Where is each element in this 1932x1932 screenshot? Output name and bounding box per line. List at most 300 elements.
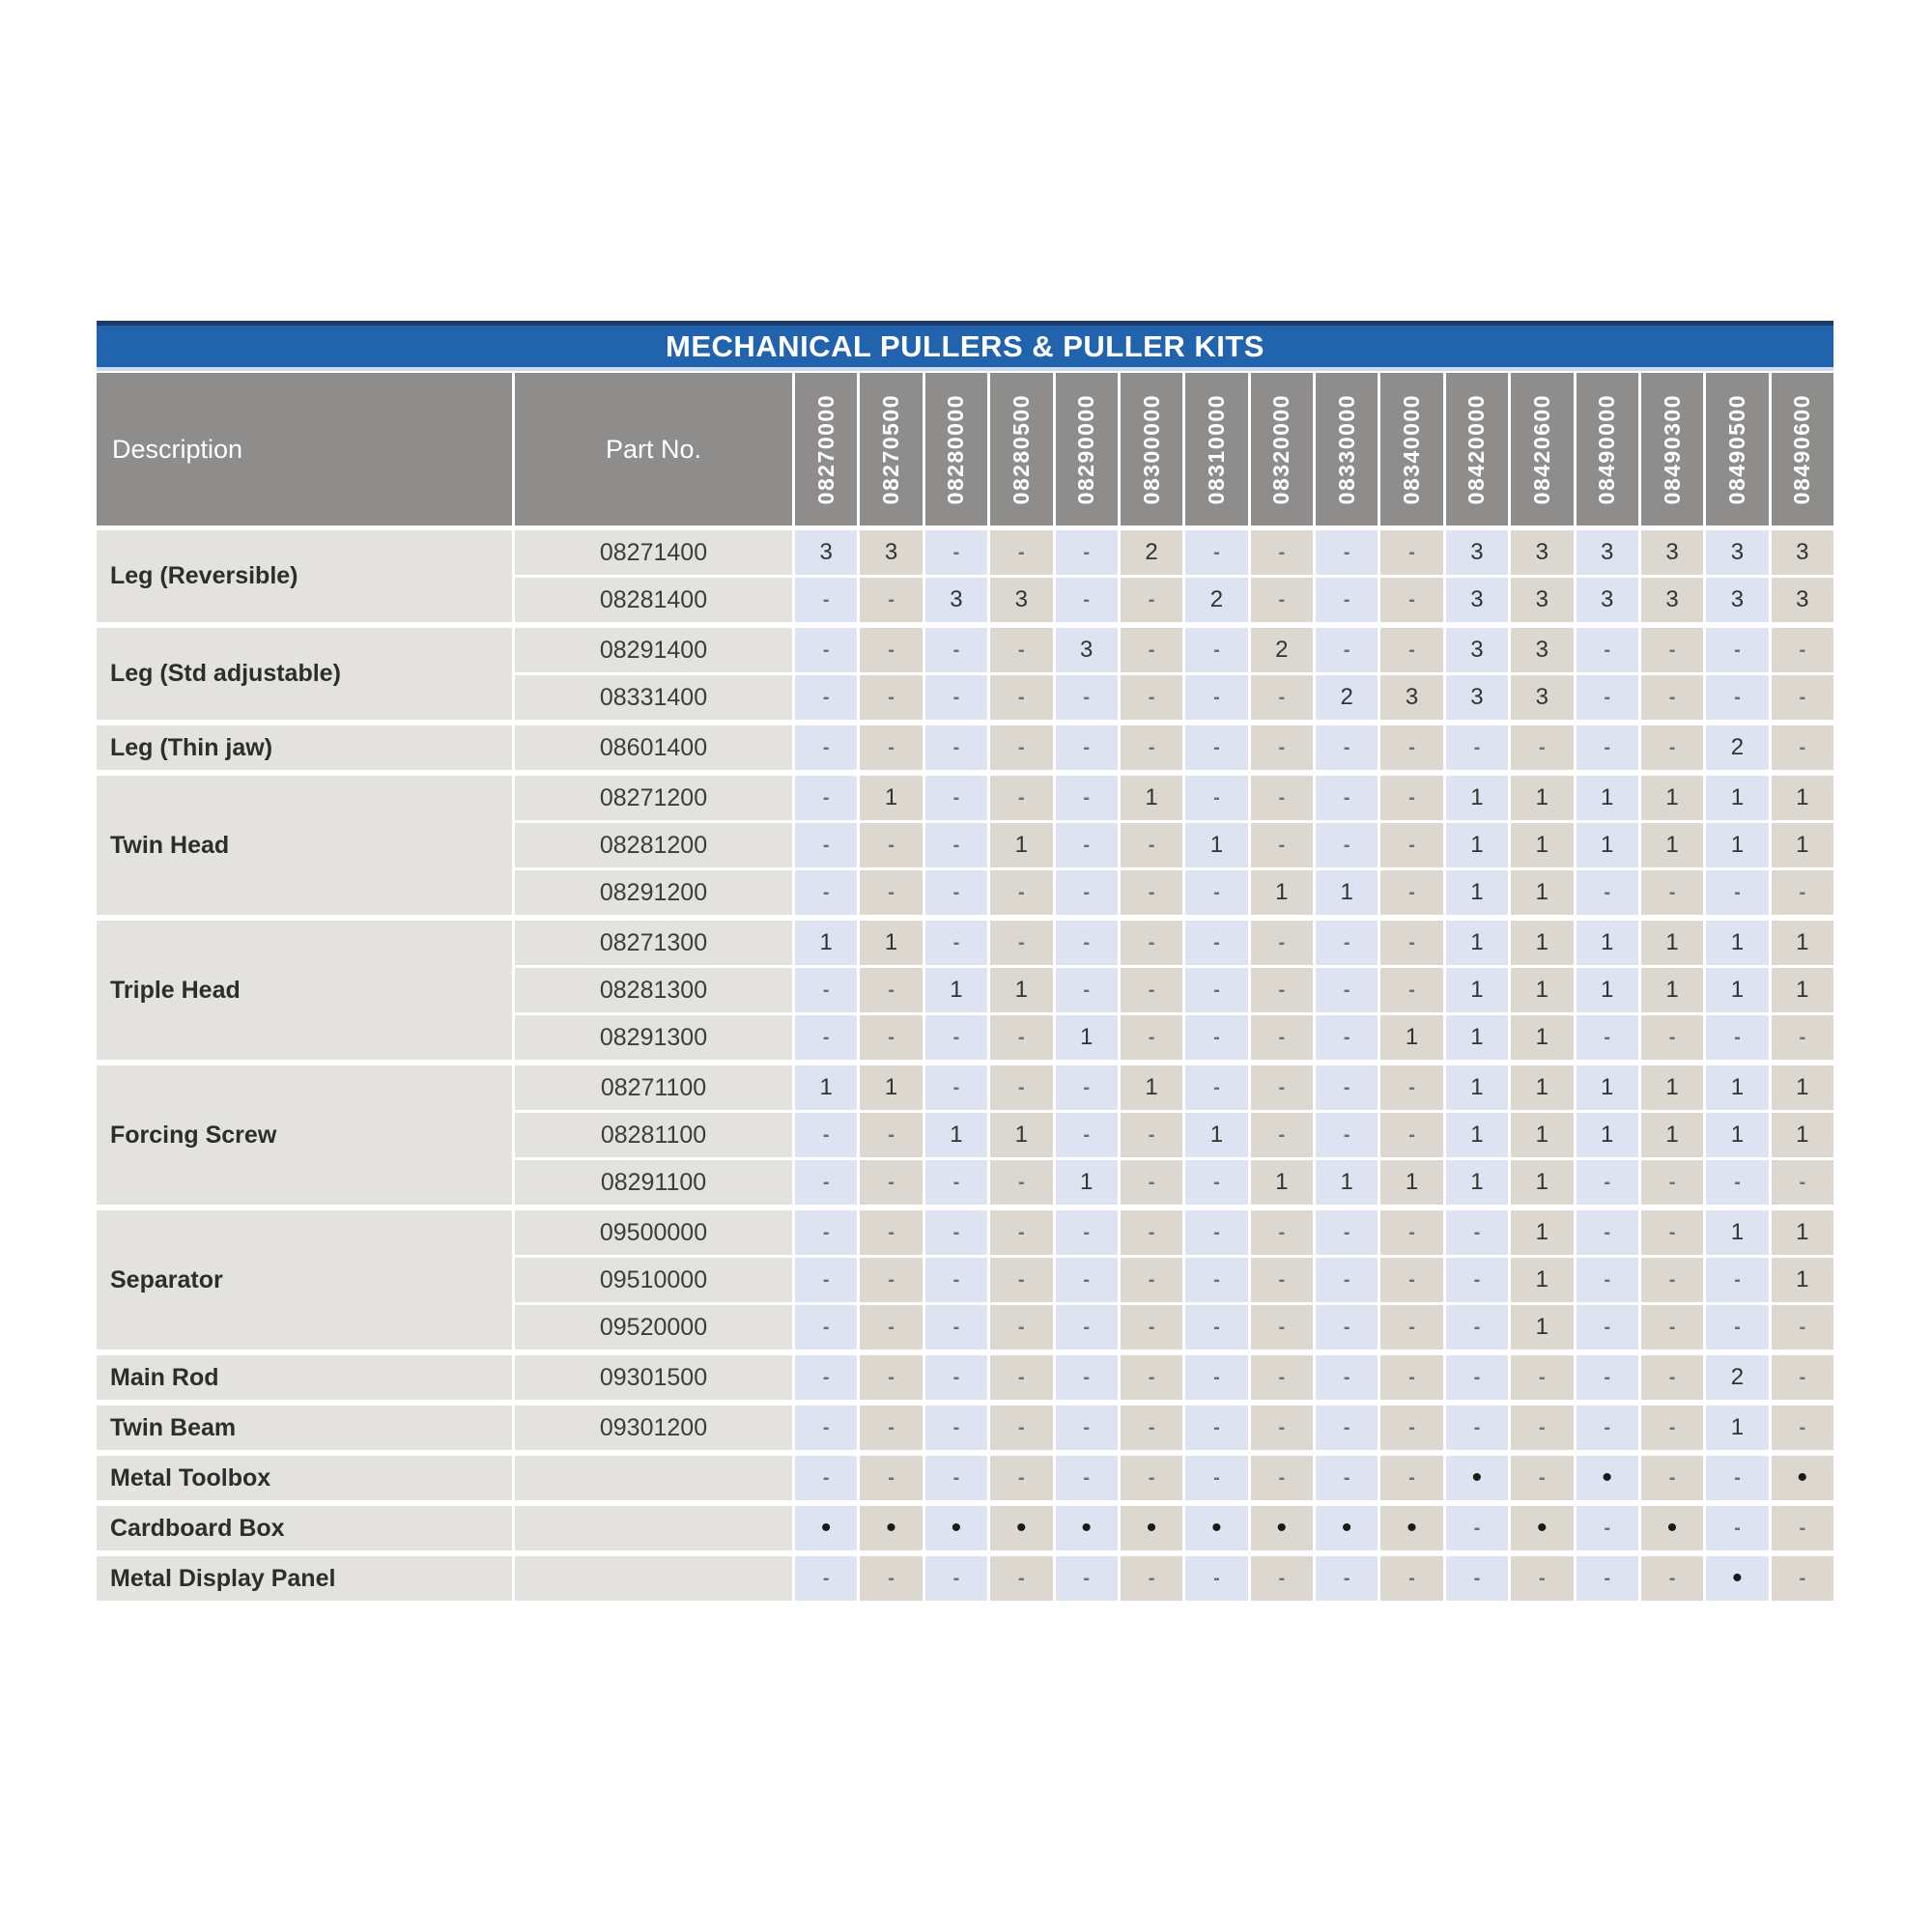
value-cell: - bbox=[1185, 1406, 1247, 1450]
kit-header-label: 08300000 bbox=[1138, 393, 1164, 505]
value-cell: - bbox=[1446, 725, 1508, 770]
kit-header-08300000 bbox=[1121, 373, 1182, 526]
table-row bbox=[515, 1456, 1833, 1500]
value-cell: - bbox=[1577, 1355, 1638, 1400]
value-cell: - bbox=[795, 870, 857, 915]
value-cell: 1 bbox=[795, 921, 857, 965]
value-cell: - bbox=[1772, 1015, 1833, 1060]
value-cell: - bbox=[795, 1015, 857, 1060]
value-cell: - bbox=[1056, 725, 1118, 770]
value-cell: - bbox=[1316, 1406, 1378, 1450]
value-cell: 1 bbox=[1446, 968, 1508, 1012]
value-cell: 1 bbox=[1772, 1065, 1833, 1110]
value-cell: - bbox=[990, 1456, 1052, 1500]
group-rows bbox=[515, 776, 1833, 915]
value-cells bbox=[795, 1506, 1833, 1550]
kit-header-label: 08490000 bbox=[1594, 393, 1620, 505]
table-row bbox=[515, 675, 1833, 720]
part-no-cell bbox=[515, 1556, 792, 1601]
value-cell: - bbox=[925, 1406, 987, 1450]
value-cell: - bbox=[860, 1210, 922, 1255]
value-cell: - bbox=[1185, 1305, 1247, 1350]
description-cell: Metal Toolbox bbox=[97, 1456, 512, 1500]
value-cell: - bbox=[860, 578, 922, 622]
value-cell: - bbox=[925, 530, 987, 575]
row-group bbox=[97, 921, 1833, 1060]
value-cell: - bbox=[1380, 1556, 1442, 1601]
value-cell: - bbox=[1121, 578, 1182, 622]
value-cell: - bbox=[1772, 870, 1833, 915]
kit-header-label: 08340000 bbox=[1399, 393, 1425, 505]
value-cell: - bbox=[860, 1305, 922, 1350]
part-no-cell: 08281200 bbox=[515, 823, 792, 867]
value-cell: - bbox=[860, 1556, 922, 1601]
value-cell: 1 bbox=[1641, 1065, 1703, 1110]
value-cell: - bbox=[1121, 921, 1182, 965]
value-cell: 1 bbox=[1511, 870, 1573, 915]
value-cell: - bbox=[925, 776, 987, 820]
value-cell: 1 bbox=[990, 968, 1052, 1012]
value-cell: - bbox=[1772, 725, 1833, 770]
value-cell: • bbox=[1446, 1456, 1508, 1500]
value-cells bbox=[795, 921, 1833, 965]
value-cell: - bbox=[795, 1258, 857, 1302]
value-cell: 3 bbox=[1056, 628, 1118, 672]
value-cell: 3 bbox=[1641, 578, 1703, 622]
value-cell: - bbox=[1251, 1305, 1313, 1350]
part-no-cell: 08291100 bbox=[515, 1160, 792, 1205]
group-rows bbox=[515, 1210, 1833, 1350]
value-cell: - bbox=[1251, 675, 1313, 720]
value-cell: 3 bbox=[1577, 578, 1638, 622]
value-cells bbox=[795, 1556, 1833, 1601]
value-cell: - bbox=[1056, 870, 1118, 915]
value-cell: - bbox=[1577, 1556, 1638, 1601]
kit-header-08420600 bbox=[1511, 373, 1573, 526]
value-cell: - bbox=[1185, 1015, 1247, 1060]
value-cell: - bbox=[795, 1406, 857, 1450]
value-cell: - bbox=[1056, 530, 1118, 575]
value-cell: 1 bbox=[1446, 1160, 1508, 1205]
value-cell: 2 bbox=[1251, 628, 1313, 672]
value-cell: 1 bbox=[1772, 1113, 1833, 1157]
kit-header-08330000 bbox=[1316, 373, 1378, 526]
value-cell: - bbox=[1380, 1065, 1442, 1110]
value-cell: 1 bbox=[1772, 776, 1833, 820]
value-cell: - bbox=[1185, 1065, 1247, 1110]
value-cell: - bbox=[860, 1406, 922, 1450]
value-cell: - bbox=[1316, 1305, 1378, 1350]
value-cell: - bbox=[925, 1456, 987, 1500]
value-cell: - bbox=[1056, 1355, 1118, 1400]
value-cell: - bbox=[1772, 1160, 1833, 1205]
value-cell: 3 bbox=[1446, 578, 1508, 622]
value-cell: - bbox=[1121, 675, 1182, 720]
value-cell: - bbox=[1446, 1355, 1508, 1400]
value-cell: - bbox=[1380, 870, 1442, 915]
value-cell: 1 bbox=[990, 823, 1052, 867]
value-cell: 1 bbox=[795, 1065, 857, 1110]
value-cell: 1 bbox=[1316, 870, 1378, 915]
value-cell: - bbox=[1185, 1210, 1247, 1255]
row-group bbox=[97, 628, 1833, 720]
value-cell: - bbox=[1577, 1015, 1638, 1060]
part-no-cell: 08281400 bbox=[515, 578, 792, 622]
value-cell: - bbox=[1446, 1210, 1508, 1255]
group-rows bbox=[515, 921, 1833, 1060]
value-cell: - bbox=[990, 1556, 1052, 1601]
value-cells bbox=[795, 968, 1833, 1012]
value-cell: - bbox=[1056, 1113, 1118, 1157]
value-cell: - bbox=[1121, 1210, 1182, 1255]
value-cell: - bbox=[1772, 1406, 1833, 1450]
value-cell: - bbox=[860, 675, 922, 720]
row-group bbox=[97, 1506, 1833, 1550]
row-group bbox=[97, 530, 1833, 622]
table-row bbox=[515, 578, 1833, 622]
value-cell: - bbox=[1577, 1406, 1638, 1450]
value-cell: - bbox=[1316, 776, 1378, 820]
value-cell: - bbox=[1251, 725, 1313, 770]
table-row bbox=[515, 1113, 1833, 1157]
group-rows bbox=[515, 530, 1833, 622]
value-cell: 1 bbox=[1577, 1113, 1638, 1157]
value-cell: 1 bbox=[1446, 1065, 1508, 1110]
value-cell: 1 bbox=[1185, 1113, 1247, 1157]
value-cell: - bbox=[795, 1210, 857, 1255]
value-cell: 1 bbox=[1577, 776, 1638, 820]
table-row bbox=[515, 1065, 1833, 1110]
value-cell: - bbox=[1251, 1113, 1313, 1157]
value-cell: 1 bbox=[1706, 1210, 1768, 1255]
value-cell: - bbox=[1772, 1355, 1833, 1400]
value-cell: - bbox=[1706, 1160, 1768, 1205]
value-cell: - bbox=[1121, 1015, 1182, 1060]
row-group bbox=[97, 1456, 1833, 1500]
value-cell: 3 bbox=[795, 530, 857, 575]
value-cell: 1 bbox=[1511, 1305, 1573, 1350]
description-cell: Separator bbox=[97, 1210, 512, 1350]
value-cell: - bbox=[925, 725, 987, 770]
value-cell: - bbox=[1316, 725, 1378, 770]
value-cell: 1 bbox=[1641, 823, 1703, 867]
value-cell: - bbox=[795, 823, 857, 867]
value-cell: - bbox=[1121, 628, 1182, 672]
row-group bbox=[97, 1065, 1833, 1205]
value-cell: - bbox=[1577, 1210, 1638, 1255]
value-cell: - bbox=[795, 1305, 857, 1350]
value-cell: - bbox=[1577, 1506, 1638, 1550]
value-cell: 1 bbox=[1380, 1160, 1442, 1205]
value-cell: - bbox=[860, 1355, 922, 1400]
value-cell: - bbox=[1056, 968, 1118, 1012]
value-cell: - bbox=[1056, 1406, 1118, 1450]
value-cell: - bbox=[1446, 1258, 1508, 1302]
value-cell: - bbox=[1641, 870, 1703, 915]
value-cells bbox=[795, 578, 1833, 622]
value-cell: - bbox=[1380, 1406, 1442, 1450]
value-cell: 1 bbox=[1772, 1258, 1833, 1302]
value-cell: - bbox=[1056, 1556, 1118, 1601]
value-cell: - bbox=[860, 1258, 922, 1302]
part-no-cell: 09301500 bbox=[515, 1355, 792, 1400]
value-cell: 3 bbox=[925, 578, 987, 622]
description-cell: Leg (Thin jaw) bbox=[97, 725, 512, 770]
table-title: MECHANICAL PULLERS & PULLER KITS bbox=[97, 321, 1833, 371]
value-cells bbox=[795, 725, 1833, 770]
value-cell: - bbox=[990, 870, 1052, 915]
value-cell: - bbox=[1511, 1406, 1573, 1450]
value-cell: - bbox=[1641, 1305, 1703, 1350]
pullers-table bbox=[97, 321, 1833, 1606]
table-row bbox=[515, 968, 1833, 1012]
value-cell: 1 bbox=[1706, 1406, 1768, 1450]
description-column-header: Description bbox=[97, 373, 512, 526]
value-cell: 1 bbox=[1121, 1065, 1182, 1110]
value-cells bbox=[795, 1160, 1833, 1205]
value-cell: - bbox=[990, 1015, 1052, 1060]
value-cell: - bbox=[795, 1556, 857, 1601]
value-cell: - bbox=[1641, 675, 1703, 720]
value-cell: 2 bbox=[1121, 530, 1182, 575]
kit-header-08270500 bbox=[860, 373, 922, 526]
value-cell: - bbox=[1380, 1258, 1442, 1302]
row-group bbox=[97, 1355, 1833, 1400]
value-cell: 1 bbox=[1772, 921, 1833, 965]
description-cell: Leg (Reversible) bbox=[97, 530, 512, 622]
part-no-cell: 08281300 bbox=[515, 968, 792, 1012]
value-cell: 3 bbox=[990, 578, 1052, 622]
value-cell: - bbox=[1772, 1305, 1833, 1350]
value-cell: - bbox=[1380, 1305, 1442, 1350]
value-cell: 1 bbox=[1056, 1160, 1118, 1205]
kit-header-08490000 bbox=[1577, 373, 1638, 526]
value-cell: - bbox=[1056, 578, 1118, 622]
value-cell: - bbox=[795, 1113, 857, 1157]
table-row bbox=[515, 823, 1833, 867]
value-cell: 2 bbox=[1316, 675, 1378, 720]
value-cell: - bbox=[1380, 968, 1442, 1012]
value-cell: - bbox=[860, 870, 922, 915]
description-cell: Triple Head bbox=[97, 921, 512, 1060]
value-cell: 1 bbox=[860, 776, 922, 820]
value-cells bbox=[795, 1355, 1833, 1400]
value-cell: - bbox=[990, 921, 1052, 965]
value-cell: 3 bbox=[1641, 530, 1703, 575]
value-cell: 1 bbox=[1706, 968, 1768, 1012]
value-cell: 1 bbox=[1641, 968, 1703, 1012]
value-cell: - bbox=[1772, 628, 1833, 672]
value-cell: - bbox=[795, 776, 857, 820]
value-cell: - bbox=[1511, 1456, 1573, 1500]
value-cell: - bbox=[1121, 1355, 1182, 1400]
value-cell: - bbox=[990, 1210, 1052, 1255]
value-cell: - bbox=[1641, 1406, 1703, 1450]
value-cells bbox=[795, 1305, 1833, 1350]
value-cell: - bbox=[1316, 530, 1378, 575]
value-cell: • bbox=[1706, 1556, 1768, 1601]
kit-header-label: 08280000 bbox=[943, 393, 969, 505]
value-cell: - bbox=[1121, 1556, 1182, 1601]
value-cell: • bbox=[1641, 1506, 1703, 1550]
value-cell: - bbox=[1706, 1506, 1768, 1550]
value-cell: 1 bbox=[990, 1113, 1052, 1157]
value-cell: 3 bbox=[1706, 530, 1768, 575]
group-rows bbox=[515, 1355, 1833, 1400]
value-cell: - bbox=[925, 823, 987, 867]
value-cell: - bbox=[1706, 870, 1768, 915]
value-cell: - bbox=[1446, 1506, 1508, 1550]
table-row bbox=[515, 1506, 1833, 1550]
kit-header-label: 08490500 bbox=[1723, 393, 1749, 505]
value-cell: • bbox=[925, 1506, 987, 1550]
value-cell: - bbox=[925, 1258, 987, 1302]
value-cell: - bbox=[1185, 1258, 1247, 1302]
part-no-cell bbox=[515, 1456, 792, 1500]
value-cell: 1 bbox=[1706, 776, 1768, 820]
value-cell: - bbox=[1641, 1556, 1703, 1601]
part-no-cell: 08601400 bbox=[515, 725, 792, 770]
value-cells bbox=[795, 776, 1833, 820]
value-cell: - bbox=[1380, 578, 1442, 622]
kit-header-label: 08280500 bbox=[1008, 393, 1034, 505]
part-no-cell: 08331400 bbox=[515, 675, 792, 720]
value-cell: - bbox=[1772, 1556, 1833, 1601]
value-cell: - bbox=[1577, 675, 1638, 720]
part-no-cell: 09500000 bbox=[515, 1210, 792, 1255]
value-cell: - bbox=[990, 530, 1052, 575]
value-cell: - bbox=[1056, 823, 1118, 867]
group-rows bbox=[515, 1506, 1833, 1550]
value-cell: - bbox=[1706, 675, 1768, 720]
part-no-cell bbox=[515, 1506, 792, 1550]
value-cell: - bbox=[1380, 628, 1442, 672]
value-cell: - bbox=[1251, 776, 1313, 820]
value-cell: • bbox=[1251, 1506, 1313, 1550]
value-cell: 1 bbox=[1185, 823, 1247, 867]
kit-header-08280000 bbox=[925, 373, 987, 526]
description-cell: Twin Beam bbox=[97, 1406, 512, 1450]
kit-header-label: 08490300 bbox=[1659, 393, 1685, 505]
value-cell: - bbox=[1056, 1258, 1118, 1302]
value-cell: - bbox=[860, 1015, 922, 1060]
value-cell: - bbox=[990, 675, 1052, 720]
value-cell: - bbox=[1641, 1210, 1703, 1255]
description-cell: Leg (Std adjustable) bbox=[97, 628, 512, 720]
value-cell: - bbox=[1380, 1355, 1442, 1400]
value-cell: - bbox=[1316, 1456, 1378, 1500]
description-cell: Cardboard Box bbox=[97, 1506, 512, 1550]
kit-header-label: 08270000 bbox=[812, 393, 838, 505]
value-cell: - bbox=[1641, 1015, 1703, 1060]
part-no-cell: 09510000 bbox=[515, 1258, 792, 1302]
value-cell: - bbox=[990, 1160, 1052, 1205]
value-cell: - bbox=[1251, 823, 1313, 867]
value-cell: 1 bbox=[1641, 921, 1703, 965]
value-cells bbox=[795, 1113, 1833, 1157]
part-no-cell: 08291200 bbox=[515, 870, 792, 915]
kit-header-08320000 bbox=[1251, 373, 1313, 526]
value-cell: - bbox=[1577, 1305, 1638, 1350]
value-cell: - bbox=[1251, 578, 1313, 622]
value-cell: - bbox=[1316, 628, 1378, 672]
value-cell: 3 bbox=[1511, 578, 1573, 622]
value-cells bbox=[795, 1210, 1833, 1255]
value-cell: - bbox=[925, 628, 987, 672]
value-cell: - bbox=[1772, 1506, 1833, 1550]
value-cell: - bbox=[860, 1160, 922, 1205]
value-cell: 3 bbox=[1577, 530, 1638, 575]
value-cell: - bbox=[1251, 1556, 1313, 1601]
value-cell: - bbox=[1251, 1065, 1313, 1110]
value-cell: - bbox=[795, 578, 857, 622]
value-cells bbox=[795, 1456, 1833, 1500]
value-cell: - bbox=[925, 1210, 987, 1255]
kit-header-label: 08420600 bbox=[1528, 393, 1554, 505]
value-cell: - bbox=[1577, 870, 1638, 915]
value-cells bbox=[795, 1065, 1833, 1110]
value-cell: 1 bbox=[1056, 1015, 1118, 1060]
value-cell: - bbox=[1185, 1355, 1247, 1400]
value-cell: 1 bbox=[1511, 1015, 1573, 1060]
value-cell: 1 bbox=[1121, 776, 1182, 820]
description-cell: Twin Head bbox=[97, 776, 512, 915]
group-rows bbox=[515, 725, 1833, 770]
value-cell: - bbox=[1380, 530, 1442, 575]
value-cell: - bbox=[1185, 968, 1247, 1012]
kit-header-label: 08330000 bbox=[1333, 393, 1359, 505]
group-rows bbox=[515, 1065, 1833, 1205]
value-cells bbox=[795, 1258, 1833, 1302]
value-cell: - bbox=[1511, 725, 1573, 770]
description-cell: Metal Display Panel bbox=[97, 1556, 512, 1601]
value-cell: - bbox=[1185, 776, 1247, 820]
value-cell: 1 bbox=[1511, 921, 1573, 965]
value-cell: 3 bbox=[1511, 628, 1573, 672]
value-cell: - bbox=[1056, 1210, 1118, 1255]
kit-header-label: 08290000 bbox=[1073, 393, 1099, 505]
table-row bbox=[515, 1210, 1833, 1255]
value-cell: 1 bbox=[1772, 1210, 1833, 1255]
value-cell: 1 bbox=[1251, 1160, 1313, 1205]
value-cells bbox=[795, 1406, 1833, 1450]
value-cell: - bbox=[1446, 1406, 1508, 1450]
value-cell: - bbox=[1185, 725, 1247, 770]
kit-header-label: 08320000 bbox=[1268, 393, 1294, 505]
value-cell: 1 bbox=[1641, 776, 1703, 820]
value-cell: 1 bbox=[1511, 1065, 1573, 1110]
value-cell: 1 bbox=[1511, 823, 1573, 867]
value-cell: 3 bbox=[1380, 675, 1442, 720]
value-cell: - bbox=[1641, 1456, 1703, 1500]
value-cell: - bbox=[1706, 1305, 1768, 1350]
value-cell: 3 bbox=[860, 530, 922, 575]
value-cell: 1 bbox=[1511, 1210, 1573, 1255]
description-cell: Forcing Screw bbox=[97, 1065, 512, 1205]
row-group bbox=[97, 1406, 1833, 1450]
value-cell: - bbox=[990, 1258, 1052, 1302]
value-cell: - bbox=[1706, 1015, 1768, 1060]
table-header-row bbox=[97, 373, 1833, 526]
value-cell: 1 bbox=[1706, 1113, 1768, 1157]
value-cell: - bbox=[1380, 1113, 1442, 1157]
part-no-cell: 08281100 bbox=[515, 1113, 792, 1157]
value-cell: 1 bbox=[1446, 921, 1508, 965]
table-row bbox=[515, 530, 1833, 575]
value-cell: 3 bbox=[1446, 675, 1508, 720]
value-cells bbox=[795, 870, 1833, 915]
value-cell: - bbox=[795, 675, 857, 720]
